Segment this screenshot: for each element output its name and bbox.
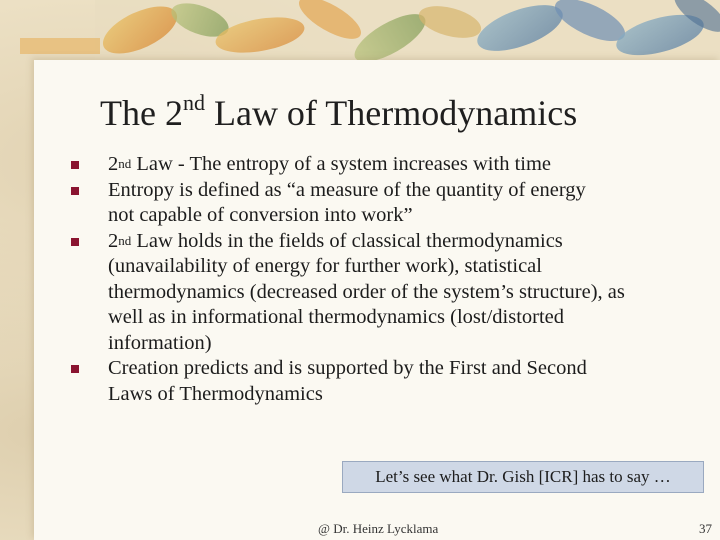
bullet-list [70, 152, 670, 407]
bullet-text: Law - The entropy of a system increases with time [131, 153, 551, 175]
bullet-text: Entropy is defined as “a measure of the quantity of energy not capable of conversion into work” [108, 178, 586, 226]
bullet-text: Creation predicts and is supported by the First and Second Laws of Thermodynamics [108, 357, 587, 405]
bullet-text: 2 [108, 153, 119, 175]
square-bullet-icon [71, 187, 79, 195]
title-superscript: nd [182, 90, 205, 115]
bullet-text: 2 [108, 229, 119, 252]
callout-box [342, 461, 704, 493]
bullet-superscript: nd [118, 156, 132, 171]
leaves-art [0, 0, 720, 62]
page-number: 37 [699, 521, 712, 536]
square-bullet-icon [71, 365, 79, 373]
footer-author: @ Dr. Heinz Lycklama [318, 521, 439, 536]
bullet-superscript: nd [118, 232, 132, 248]
bullet-text: Law holds in the fields of classical thermodynamics (unavailability of energy for further work), statistical thermodynamics (decreased order of the system’s structure), as well as in informational thermodynamics (lost/distorted information) [108, 229, 625, 354]
title-text-end: Law of Thermodynamics [204, 93, 578, 133]
callout-text: Let’s see what Dr. Gish [ICR] has to say … [375, 467, 671, 486]
bullet-item [70, 356, 670, 407]
bullet-item [70, 152, 670, 178]
bullet-item [70, 178, 670, 229]
square-bullet-icon [71, 161, 79, 169]
bullet-item [70, 229, 670, 357]
slide-title [100, 92, 577, 134]
square-bullet-icon [71, 238, 79, 246]
title-text-start: The 2 [100, 93, 183, 133]
autumn-leaves-banner [0, 0, 720, 62]
